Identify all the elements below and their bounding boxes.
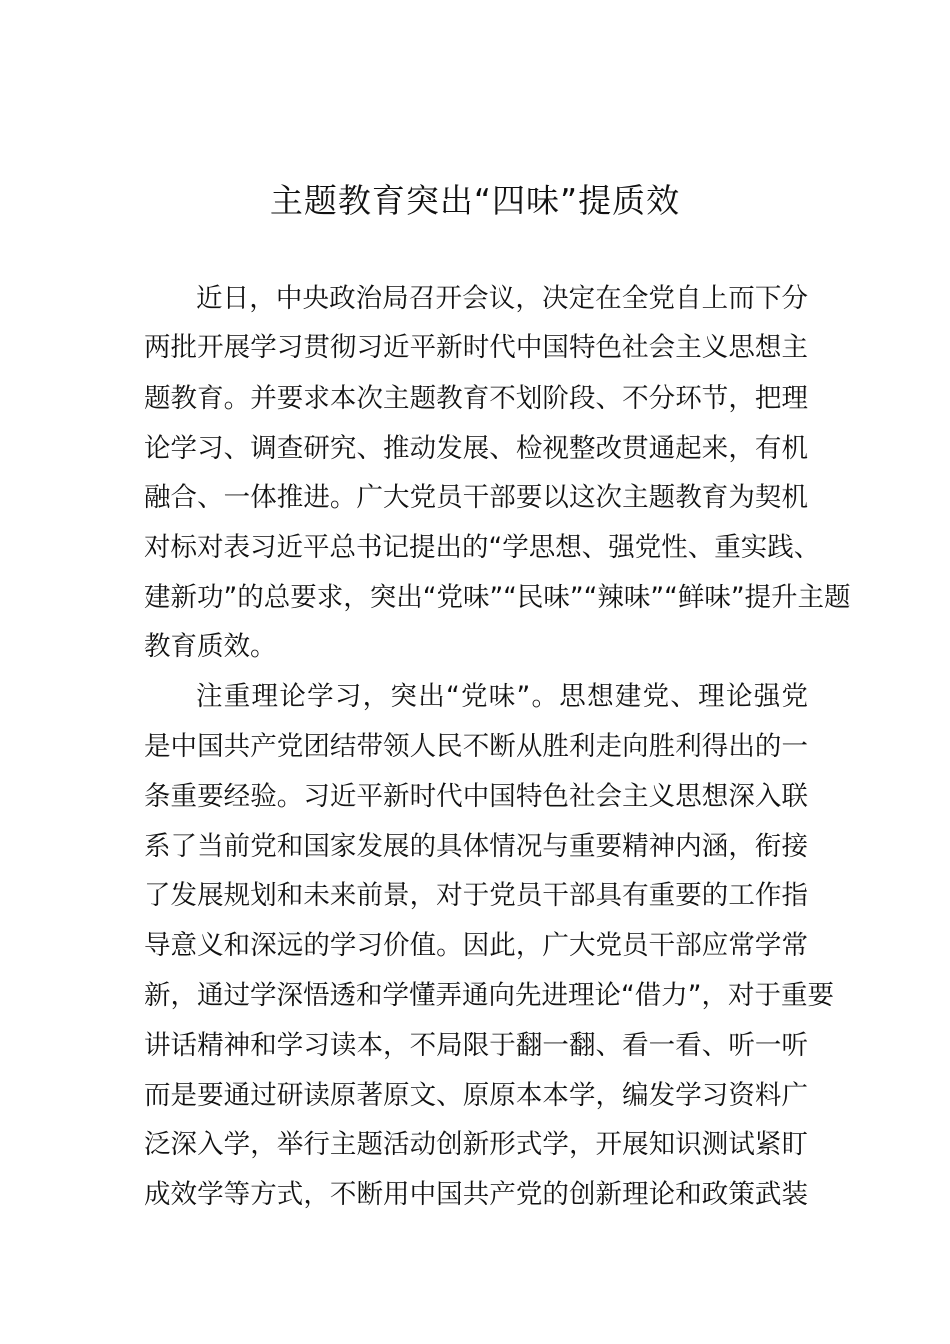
body-line: 题教育。并要求本次主题教育不划阶段、不分环节，把理 xyxy=(144,383,808,414)
body-line: 是中国共产党团结带领人民不断从胜利走向胜利得出的一 xyxy=(144,731,808,762)
body-line: 讲话精神和学习读本，不局限于翻一翻、看一看、听一听 xyxy=(144,1030,808,1061)
body-line: 条重要经验。习近平新时代中国特色社会主义思想深入联 xyxy=(144,781,808,812)
body-line: 了发展规划和未来前景，对于党员干部具有重要的工作指 xyxy=(144,880,808,911)
document-title: 主题教育突出“四味”提质效 xyxy=(269,181,681,220)
body-line: 新，通过学深悟透和学懂弄通向先进理论“借力”，对于重要 xyxy=(144,980,834,1011)
body-line: 泛深入学，举行主题活动创新形式学，开展知识测试紧盯 xyxy=(144,1129,808,1160)
body-line: 对标对表习近平总书记提出的“学思想、强党性、重实践、 xyxy=(144,532,821,563)
body-line: 两批开展学习贯彻习近平新时代中国特色社会主义思想主 xyxy=(144,332,808,363)
body-line: 教育质效。 xyxy=(144,631,277,662)
body-line: 而是要通过研读原著原文、原原本本学，编发学习资料广 xyxy=(144,1080,808,1111)
body-line: 成效学等方式，不断用中国共产党的创新理论和政策武装 xyxy=(144,1179,808,1210)
body-line: 建新功”的总要求，突出“党味”“民味”“辣味”“鲜味”提升主题 xyxy=(144,582,851,613)
body-line: 融合、一体推进。广大党员干部要以这次主题教育为契机 xyxy=(144,482,808,513)
body-line: 近日，中央政治局召开会议，决定在全党自上而下分 xyxy=(196,283,808,314)
body-line: 论学习、调查研究、推动发展、检视整改贯通起来，有机 xyxy=(144,433,808,464)
body-line: 注重理论学习，突出“党味”。思想建党、理论强党 xyxy=(196,681,808,712)
body-line: 系了当前党和国家发展的具体情况与重要精神内涵，衔接 xyxy=(144,831,808,862)
body-line: 导意义和深远的学习价值。因此，广大党员干部应常学常 xyxy=(144,930,808,961)
